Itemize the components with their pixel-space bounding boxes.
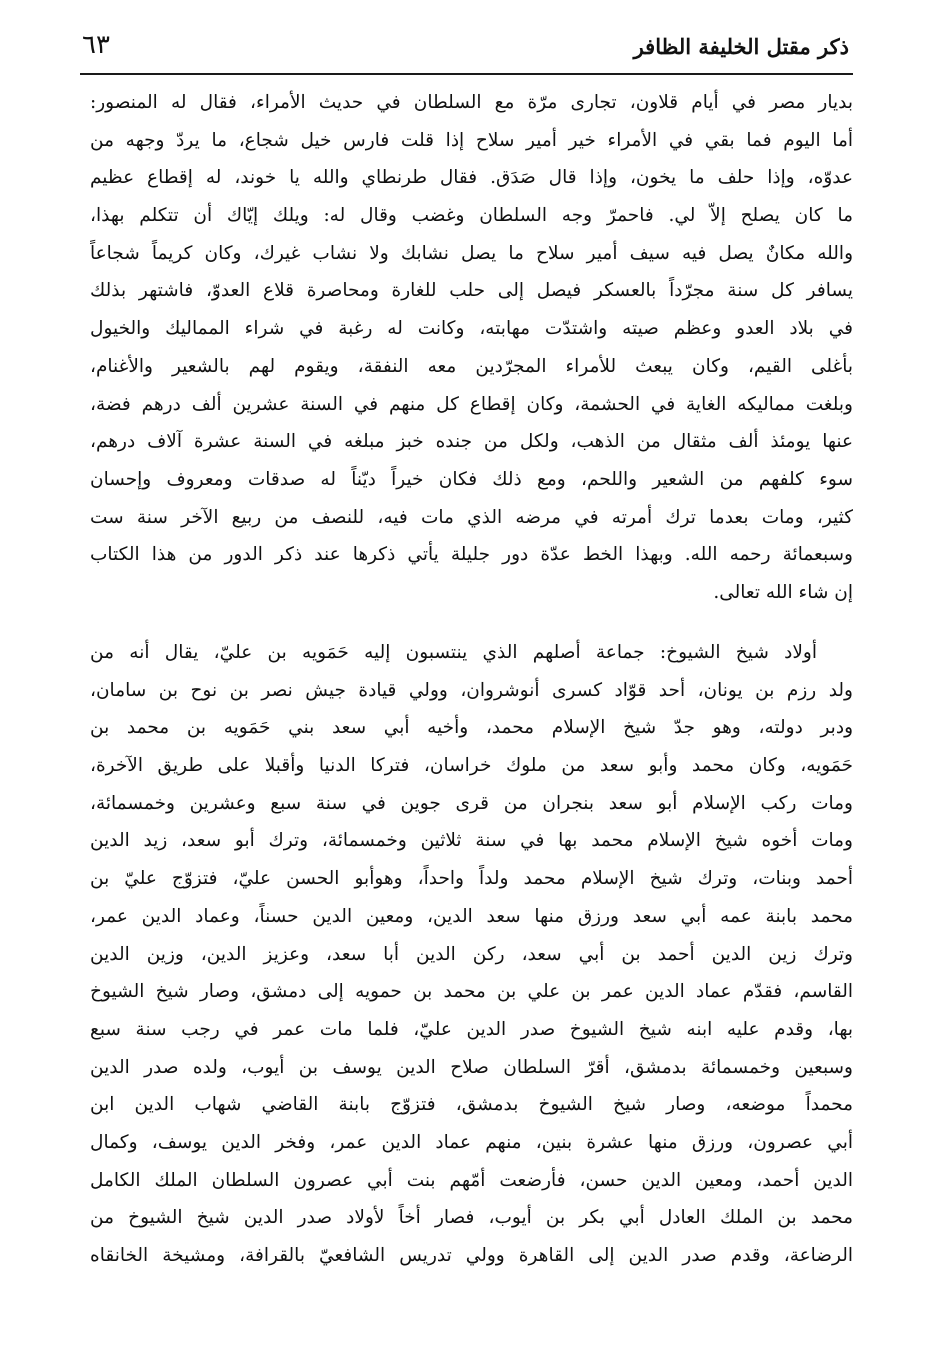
text-line: عنها يومئذ ألف مثقال من الذهب، ولكل من جنده خبز مبلغه في السنة عشرة آلاف درهم، — [90, 431, 853, 453]
text-line: محمد بن الملك العادل أبي بكر بن أيوب، فصار أخاً لأولاد صدر الدين شيخ الشيوخ من — [90, 1207, 853, 1229]
text-line: في بلاد العدو وعظم صيته واشتدّت مهابته، وكانت له رغبة في شراء المماليك والخيول — [90, 318, 853, 340]
paragraph-1 — [90, 84, 853, 612]
text-line: والله مكانٌ يصل فيه سيف أمير سلاح ما يصل نشابك ولا نشاب غيرك، وكان كريماً شجاعاً — [90, 242, 853, 264]
text-line: أما اليوم فما بقي في الأمراء خير أمير سلاح إذا قلت فارس خيل شجاع، ما يردّ وجهه من — [90, 129, 853, 151]
text-line: كثير، ومات بعدما ترك أمرته في مرضه الذي مات فيه، للنصف من ربيع الآخر سنة ست — [90, 506, 853, 528]
running-title: ذكر مقتل الخليفة الظافر — [633, 34, 849, 59]
text-line: ومات ركب الإسلام أبو سعد بنجران من قرى جوين في سنة سبع وعشرين وخمسمائة، — [90, 792, 853, 814]
text-line: سوء كلفهم من الشعير واللحم، ومع ذلك فكان خيراً ديّناً له صدقات ومعروف وإحسان — [90, 468, 853, 490]
text-line: الرضاعة، وقدم صدر الدين إلى القاهرة وولي تدريس الشافعيّ بالقرافة، ومشيخة الخانقاه — [90, 1245, 853, 1266]
text-line: ومات أخوه شيخ الإسلام محمد بها في سنة ثلاثين وخمسمائة، وترك أبو سعد، زيد الدين — [90, 830, 853, 852]
text-line: أولاد شيخ الشيوخ: جماعة أصلهم الذي ينتسبون إليه حَمَويه بن عليّ، يقال أنه من — [90, 642, 817, 663]
text-line: القاسم، فقدّم عماد الدين عمر بن علي بن محمد بن حمويه إلى دمشق، وصار شيخ الشيوخ — [90, 981, 853, 1003]
text-line: حَمَويه، وكان محمد وأبو سعد من ملوك خراسان، فتركا الدنيا وأقبلا على طريق الآخرة، — [90, 755, 853, 777]
text-line: محمداً موضعه، وصار شيخ الشيوخ بدمشق، فتزوّج بابنة القاضي شهاب الدين ابن — [90, 1094, 853, 1116]
text-line: عدوّه، وإذا حلف ما يخون، وإذا قال صَدَق. فقال طرنطاي والله يا خوند، له إقطاع عظيم — [90, 167, 853, 189]
text-line: أحمد وبنات، وترك شيخ الإسلام محمد ولداً واحداً، وهوأبو الحسن عليّ، فتزوّج عليّ بن — [90, 868, 853, 890]
text-line: ولد رزم بن يونان، أحد قوّاد كسرى أنوشروان، وولي قيادة جيش نصر بن نوح بن سامان، — [90, 679, 853, 701]
text-line: وترك زين الدين أحمد بن أبي سعد، ركن الدين أبا سعد، وعزيز الدين، وزين الدين — [90, 943, 853, 965]
text-line: وسبعين وخمسمائة بدمشق، أقرّ السلطان صلاح الدين يوسف بن أيوب، ولده صدر الدين — [90, 1056, 853, 1078]
text-line: يسافر كل سنة مجرّداً بالعسكر فيصل إلى حلب للغارة ومحاصرة قلاع العدوّ، فاشتهر بذلك — [90, 280, 853, 302]
text-line: إن شاء الله تعالى. — [713, 581, 853, 603]
header-rule — [80, 73, 853, 75]
text-line: بديار مصر في أيام قلاون، تجارى مرّة مع السلطان في حديث الأمراء، فقال له المنصور: — [90, 92, 853, 113]
text-line: الدين أحمد، ومعين الدين حسن، فأرضعت أمّهم بنت أبي عصرون السلطان الملك الكامل — [90, 1169, 853, 1191]
paragraph-2 — [90, 634, 853, 1275]
text-line: ودبر دولته، وهو جدّ شيخ الإسلام محمد، وأخيه أبي سعد بني حَمَويه بن محمد بن — [90, 717, 853, 739]
text-line: وسبعمائة رحمه الله. وبهذا الخط عدّة دور جليلة يأتي ذكرها عند ذكر الدور من هذا الكتاب — [90, 544, 853, 566]
text-line: ما كان يصلح إلاّ لي. فاحمرّ وجه السلطان وغضب وقال له: ويلك إيّاك أن تتكلم بهذا، — [90, 205, 853, 227]
text-line: بأغلى القيم، وكان يبعث للأمراء المجرّدين معه النفقة، ويقوم لهم بالشعير والأغنام، — [90, 355, 853, 377]
text-line: بها، وقدم عليه ابنه شيخ الشيوخ صدر الدين عليّ، فلما مات عمر في رجب سنة سبع — [90, 1018, 853, 1040]
text-line: وبلغت مماليكه الغاية في الحشمة، وكان إقطاع كل منهم في السنة عشرين ألف درهم فضة، — [90, 393, 853, 415]
text-line: محمد بابنة عمه أبي سعد ورزق منها سعد الدين، ومعين الدين حسناً، وعماد الدين عمر، — [90, 905, 853, 927]
page-number: ٦٣ — [82, 30, 110, 60]
text-line: أبي عصرون، ورزق منها عشرة بنين، منهم عماد الدين عمر، وفخر الدين يوسف، وكمال — [90, 1131, 853, 1153]
